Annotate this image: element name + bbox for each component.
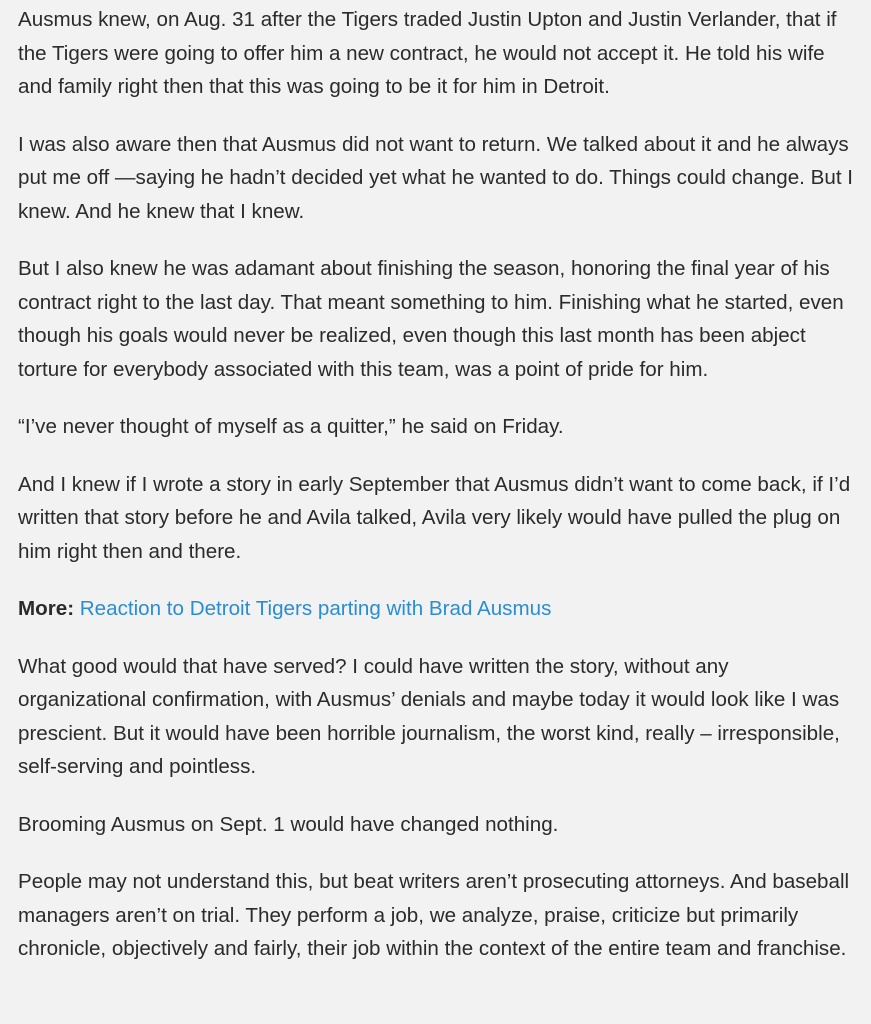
related-article-link[interactable]: Reaction to Detroit Tigers parting with Brad Ausmus	[79, 597, 552, 620]
paragraph-brooming: Brooming Ausmus on Sept. 1 would have changed nothing.	[18, 812, 559, 836]
paragraph-september: And I knew if I wrote a story in early September that Ausmus didn’t want to come back, if I’d written that story before he and Avila talked, Avila very likely would have pulled the plug on him right then and there.	[18, 472, 851, 563]
more-label: More:	[18, 597, 75, 620]
more-link-row	[18, 592, 853, 626]
paragraph-aware: I was also aware then that Ausmus did not want to return. We talked about it and he always put me off —saying he hadn’t decided yet what he wanted to do. Things could change. But I knew. And he knew that I knew.	[18, 132, 853, 223]
paragraph-adamant: But I also knew he was adamant about finishing the season, honoring the final year of his contract right to the last day. That meant something to him. Finishing what he started, even though his goals would never be realized, even though this last month has been abject torture for everybody associated with this team, was a point of pride for him.	[18, 257, 844, 381]
paragraph-beat-writers: People may not understand this, but beat writers aren’t prosecuting attorneys. And baseball managers aren’t on trial. They perform a job, we analyze, praise, criticize but primarily chronicle, objectively and fairly, their job within the context of the entire team and franchise.	[18, 870, 850, 960]
paragraph-good: What good would that have served? I could have written the story, without any organizational confirmation, with Ausmus’ denials and maybe today it would look like I was prescient. But it would have been horrible journalism, the worst kind, really – irresponsible, self-serving and pointless.	[18, 654, 840, 778]
paragraph-quote: “I’ve never thought of myself as a quitter,” he said on Friday.	[18, 415, 564, 438]
article-body	[0, 3, 871, 1024]
paragraph-aug31: Ausmus knew, on Aug. 31 after the Tigers traded Justin Upton and Justin Verlander, that if the Tigers were going to offer him a new contract, he would not accept it. He told his wife and family right then that this was going to be it for him in Detroit.	[18, 8, 837, 98]
